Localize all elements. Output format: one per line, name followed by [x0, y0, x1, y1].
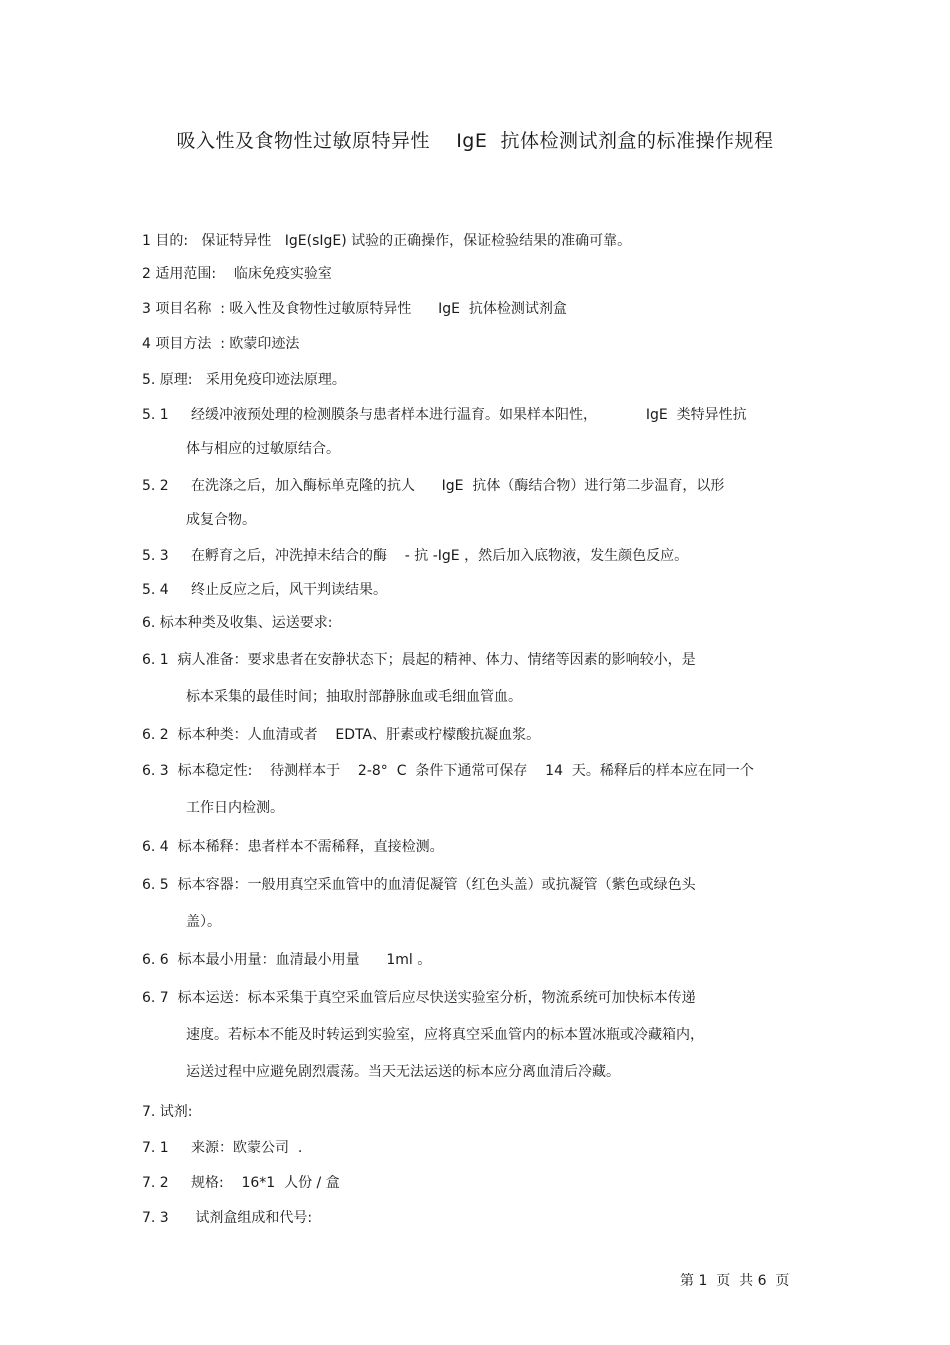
section-6-specimen: 6. 标本种类及收集、运送要求: — [142, 615, 333, 631]
section-3-item-name: 3 项目名称 : 吸入性及食物性过敏原特异性 IgE 抗体检测试剂盒 — [142, 301, 567, 317]
section-6-1-cont: 标本采集的最佳时间；抽取肘部静脉血或毛细血管血。 — [186, 689, 522, 705]
section-2-scope: 2 适用范围: 临床免疫实验室 — [142, 266, 332, 282]
section-5-4: 5. 4 终止反应之后，风干判读结果。 — [142, 582, 387, 598]
section-5-1-cont: 体与相应的过敏原结合。 — [186, 441, 340, 457]
section-6-6: 6. 6 标本最小用量：血清最小用量 1ml 。 — [142, 952, 432, 968]
section-5-3: 5. 3 在孵育之后，冲洗掉未结合的酶 - 抗 -IgE ，然后加入底物液，发生颜色反应。 — [142, 548, 689, 564]
section-7-2: 7. 2 规格: 16*1 人份 / 盒 — [142, 1175, 340, 1191]
section-6-4: 6. 4 标本稀释：患者样本不需稀释，直接检测。 — [142, 839, 444, 855]
section-5-2-cont: 成复合物。 — [186, 512, 256, 528]
section-6-3: 6. 3 标本稳定性: 待测样本于 2-8° C 条件下通常可保存 14 天。稀释后的样本应在同一个 — [142, 763, 754, 779]
section-6-2: 6. 2 标本种类：人血清或者 EDTA、肝素或柠檬酸抗凝血浆。 — [142, 727, 541, 743]
section-6-5-cont: 盖）。 — [186, 914, 221, 930]
section-5-1: 5. 1 经缓冲液预处理的检测膜条与患者样本进行温育。如果样本阳性， IgE 类特异性抗 — [142, 407, 747, 423]
section-7-reagents: 7. 试剂: — [142, 1104, 193, 1120]
section-6-7-cont-1: 速度。若标本不能及时转运到实验室，应将真空采血管内的标本置冰瓶或冷藏箱内， — [186, 1027, 704, 1043]
page-number: 第 1 页 共 6 页 — [680, 1273, 790, 1289]
document-title: 吸入性及食物性过敏原特异性 IgE 抗体检测试剂盒的标准操作规程 — [176, 130, 774, 152]
section-6-7-cont-2: 运送过程中应避免剧烈震荡。当天无法运送的标本应分离血清后冷藏。 — [186, 1064, 620, 1080]
section-6-3-cont: 工作日内检测。 — [186, 800, 284, 816]
section-6-1: 6. 1 病人准备：要求患者在安静状态下；晨起的精神、体力、情绪等因素的影响较小，是 — [142, 652, 696, 668]
section-1-purpose: 1 目的: 保证特异性 IgE(sIgE) 试验的正确操作，保证检验结果的准确可靠。 — [142, 233, 632, 249]
section-6-5: 6. 5 标本容器：一般用真空采血管中的血清促凝管（红色头盖）或抗凝管（紫色或绿色头 — [142, 877, 696, 893]
section-7-1: 7. 1 来源：欧蒙公司 . — [142, 1140, 303, 1156]
section-5-2: 5. 2 在洗涤之后，加入酶标单克隆的抗人 IgE 抗体（酶结合物）进行第二步温育，以形 — [142, 478, 725, 494]
section-5-principle: 5. 原理: 采用免疫印迹法原理。 — [142, 372, 346, 388]
section-4-method: 4 项目方法 : 欧蒙印迹法 — [142, 336, 300, 352]
section-7-3: 7. 3 试剂盒组成和代号: — [142, 1210, 313, 1226]
section-6-7: 6. 7 标本运送：标本采集于真空采血管后应尽快送实验室分析，物流系统可加快标本传递 — [142, 990, 696, 1006]
